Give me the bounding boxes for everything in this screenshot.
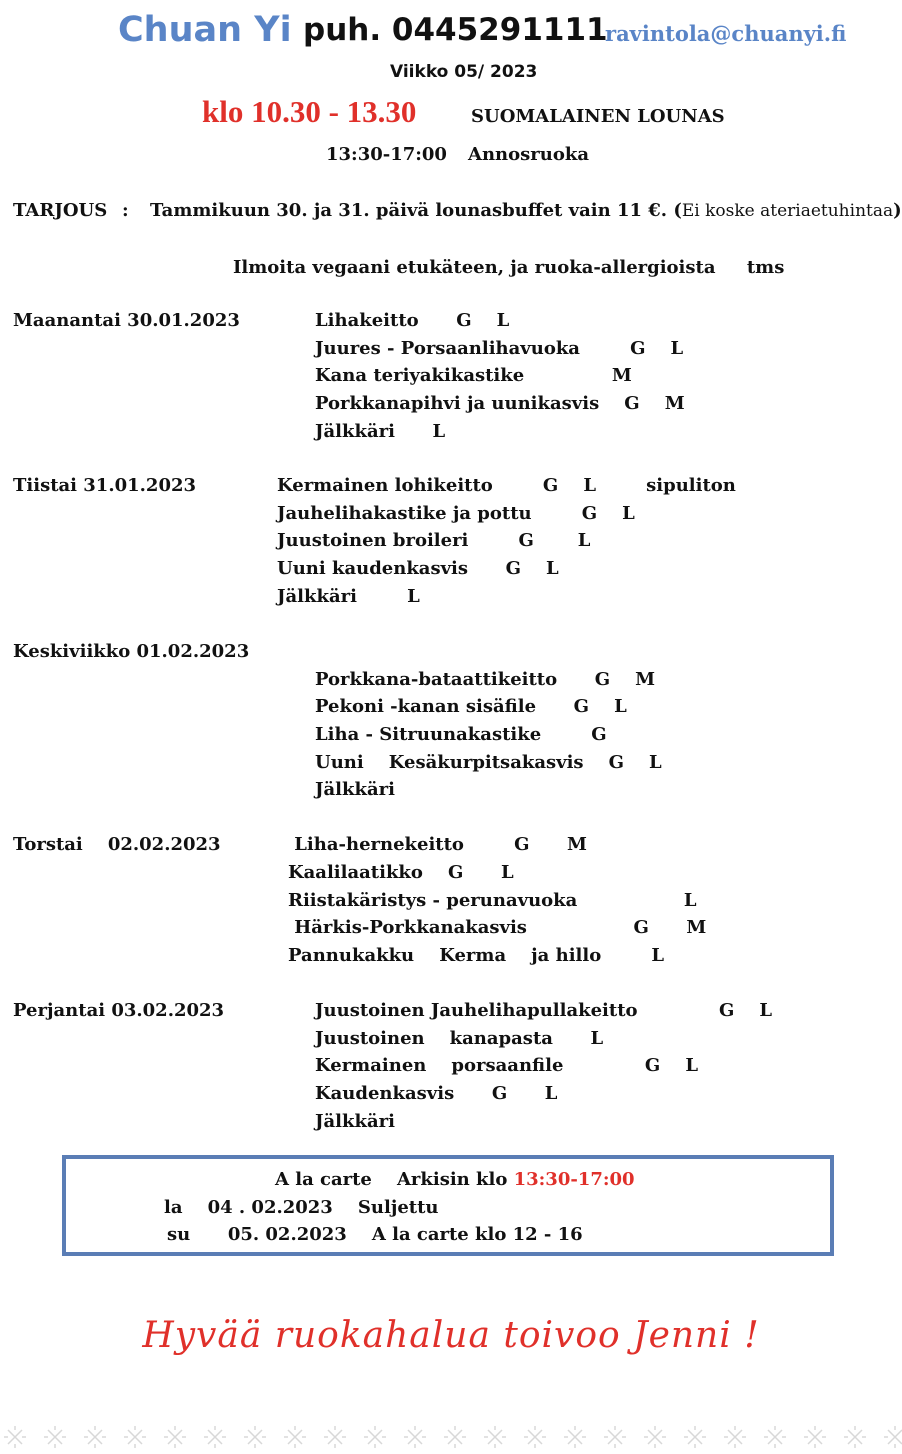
menu-item: Juures - Porsaanlihavuoka G L [315,338,684,359]
alacarte-line-saturday: la 04 . 02.2023 Suljettu [164,1197,439,1218]
offer-text [150,200,902,221]
day-heading-monday: Maanantai 30.01.2023 [13,310,240,331]
alacarte-line-1 [275,1169,635,1190]
offer-close: ) [893,200,902,221]
menu-item: Kermainen porsaanfile G L [315,1055,698,1076]
menu-item: Jälkkäri L [315,421,446,442]
email-address: ravintola@chuanyi.fi [605,21,847,46]
day-heading-thursday: Torstai 02.02.2023 [13,834,221,855]
menu-item: Liha - Sitruunakastike G [315,724,607,745]
menu-item: Lihakeitto G L [315,310,510,331]
week-label: Viikko 05/ 2023 [390,62,538,82]
lunch-label: SUOMALAINEN LOUNAS [471,106,725,127]
alacarte-weekday-label: A la carte Arkisin klo [275,1169,514,1190]
signature: Hyvää ruokahalua toivoo Jenni ! [142,1315,760,1356]
menu-item: Kaalilaatikko G L [288,862,514,883]
offer-colon: : [122,200,129,221]
menu-item: Pannukakku Kerma ja hillo L [288,945,665,966]
footer-pattern [0,1422,902,1452]
day-heading-friday: Perjantai 03.02.2023 [13,1000,225,1021]
phone-number: puh. 0445291111 [303,12,608,48]
dietary-notice: Ilmoita vegaani etukäteen, ja ruoka-allergioista tms [233,257,785,278]
menu-item: Kermainen lohikeitto G L sipuliton [277,475,736,496]
lunch-time: klo 10.30 - 13.30 [202,94,417,129]
menu-item: Jauhelihakastike ja pottu G L [277,503,635,524]
menu-item: Uuni kaudenkasvis G L [277,558,559,579]
alacarte-line-sunday: su 05. 02.2023 A la carte klo 12 - 16 [167,1224,583,1245]
offer-label: TARJOUS [13,200,108,221]
restaurant-name: Chuan Yi [118,10,292,50]
menu-item: Juustoinen Jauhelihapullakeitto G L [315,1000,773,1021]
alacarte-label: Annosruoka [468,144,589,165]
menu-item: Riistakäristys - perunavuoka L [288,890,697,911]
menu-item: Kana teriyakikastike M [315,365,632,386]
menu-item: Pekoni -kanan sisäfile G L [315,696,627,717]
menu-item: Porkkana-bataattikeitto G M [315,669,656,690]
menu-item: Liha-hernekeitto G M [288,834,587,855]
offer-main-text: Tammikuun 30. ja 31. päivä lounasbuffet vain 11 €. ( [150,200,682,221]
offer-note: Ei koske ateriaetuhintaa [681,201,894,221]
menu-item: Härkis-Porkkanakasvis G M [288,917,707,938]
menu-item: Juustoinen broileri G L [277,530,591,551]
day-heading-wednesday: Keskiviikko 01.02.2023 [13,641,250,662]
menu-item: Jälkkäri L [277,586,420,607]
menu-item: Porkkanapihvi ja uunikasvis G M [315,393,685,414]
alacarte-time: 13:30-17:00 [326,144,447,165]
menu-item: Jälkkäri [315,779,395,800]
alacarte-weekday-time: 13:30-17:00 [513,1169,635,1190]
menu-item: Jälkkäri [315,1111,395,1132]
menu-item: Juustoinen kanapasta L [315,1028,604,1049]
day-heading-tuesday: Tiistai 31.01.2023 [13,475,197,496]
menu-item: Kaudenkasvis G L [315,1083,558,1104]
menu-item: Uuni Kesäkurpitsakasvis G L [315,752,662,773]
